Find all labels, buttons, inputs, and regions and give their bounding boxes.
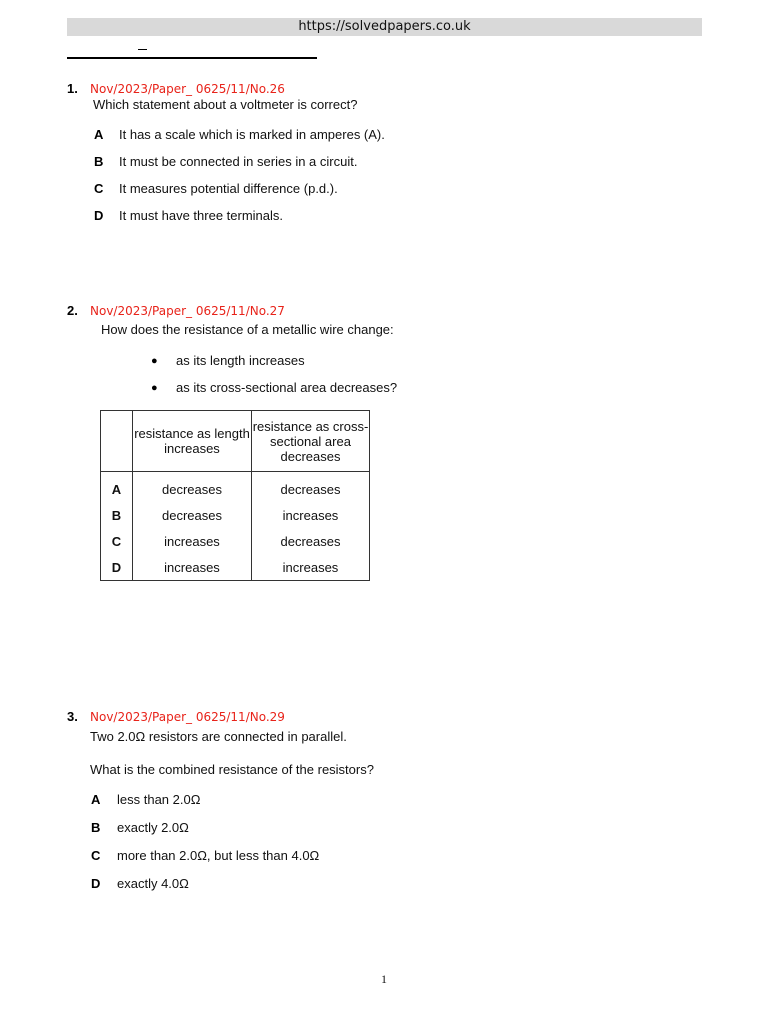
option-letter: B — [91, 820, 101, 835]
length-cell: increases — [133, 528, 252, 554]
option-text: It must be connected in series in a circuit. — [119, 154, 358, 169]
length-cell: decreases — [133, 502, 252, 528]
table-row — [101, 528, 370, 554]
table-row — [101, 554, 370, 581]
question-reference: Nov/2023/Paper_ 0625/11/No.26 — [90, 82, 285, 96]
option-text: more than 2.0Ω, but less than 4.0Ω — [117, 848, 320, 863]
header-rule — [67, 57, 317, 59]
row-letter: A — [101, 472, 133, 503]
option-text: It must have three terminals. — [119, 208, 284, 223]
row-letter: C — [101, 528, 133, 554]
option-letter: A — [94, 127, 104, 142]
option-letter: D — [91, 876, 101, 891]
row-letter: B — [101, 502, 133, 528]
area-cell: decreases — [252, 528, 370, 554]
bullet-icon: ● — [151, 382, 158, 394]
question-prompt: What is the combined resistance of the resistors? — [90, 762, 374, 777]
area-cell: increases — [252, 502, 370, 528]
question-stem: Which statement about a voltmeter is correct? — [93, 97, 358, 112]
source-url-banner: https://solvedpapers.co.uk — [67, 18, 702, 36]
header-dash — [138, 49, 147, 50]
area-cell: decreases — [252, 472, 370, 503]
bullet-text: as its length increases — [176, 353, 305, 368]
option-text: It measures potential difference (p.d.). — [119, 181, 338, 196]
question-reference: Nov/2023/Paper_ 0625/11/No.27 — [90, 304, 285, 318]
option-letter: C — [94, 181, 104, 196]
length-cell: decreases — [133, 472, 252, 503]
option-letter: B — [94, 154, 104, 169]
option-text: less than 2.0Ω — [117, 792, 201, 807]
option-text: It has a scale which is marked in amperes (A). — [119, 127, 385, 142]
question-stem: How does the resistance of a metallic wire change: — [101, 322, 394, 337]
table-row — [101, 472, 370, 503]
page-number: 1 — [381, 972, 387, 986]
question-stem: Two 2.0Ω resistors are connected in parallel. — [90, 729, 347, 744]
question-number: 1. — [67, 81, 78, 96]
table-header-cell: resistance as length increases — [133, 411, 252, 472]
resistance-table — [100, 410, 370, 581]
option-text: exactly 2.0Ω — [117, 820, 189, 835]
option-letter: C — [91, 848, 101, 863]
length-cell: increases — [133, 554, 252, 581]
question-number: 2. — [67, 303, 78, 318]
row-letter: D — [101, 554, 133, 581]
table-header-cell — [101, 411, 133, 472]
option-letter: A — [91, 792, 101, 807]
area-cell: increases — [252, 554, 370, 581]
table-row — [101, 502, 370, 528]
option-text: exactly 4.0Ω — [117, 876, 189, 891]
question-number: 3. — [67, 709, 78, 724]
option-letter: D — [94, 208, 104, 223]
question-reference: Nov/2023/Paper_ 0625/11/No.29 — [90, 710, 285, 724]
table-header-cell: resistance as cross-sectional area decreases — [252, 411, 370, 472]
bullet-icon: ● — [151, 355, 158, 367]
bullet-text: as its cross-sectional area decreases? — [176, 380, 398, 395]
